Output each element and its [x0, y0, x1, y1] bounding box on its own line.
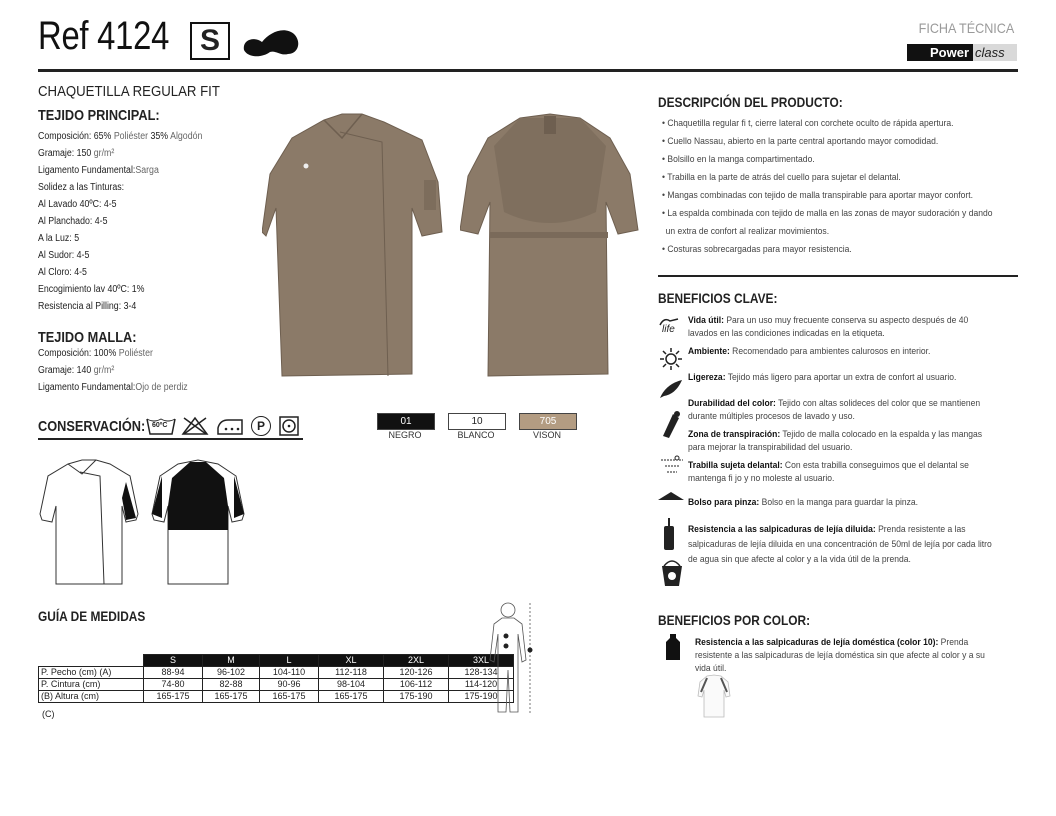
tejido-principal-title: TEJIDO PRINCIPAL: — [38, 107, 160, 124]
benefit-text: Prenda resistente a las salpicaduras de lejía diluida en una concentración de 50ml de lejía por cada litro de agua sin que afecte al color y a la vida útil de la prenda. — [688, 524, 992, 565]
benefit-text: Tejido con altas solideces del color que se mantienen durante múltiples procesos de lavado y uso. — [688, 398, 981, 422]
fabric-spec-line: A la Luz: 5 — [38, 233, 80, 244]
wash-60-icon — [146, 416, 176, 436]
table-row — [39, 691, 514, 703]
table-cell: 114-120 — [449, 679, 514, 691]
table-cell: 98-104 — [319, 679, 384, 691]
color-name: VISON — [532, 430, 561, 440]
color-swatch-vison — [519, 413, 577, 440]
iron-icon — [214, 416, 246, 436]
size-header: M — [203, 655, 260, 667]
table-cell: 165-175 — [319, 691, 384, 703]
life-label: life — [662, 324, 675, 335]
color-name: NEGRO — [388, 430, 422, 440]
fabric-spec-line: Al Sudor: 4-5 — [38, 250, 90, 261]
table-cell: 90-96 — [260, 679, 319, 691]
feather-icon — [658, 378, 684, 400]
color-drop-icon — [659, 410, 683, 438]
pocket-icon — [656, 490, 686, 502]
table-cell: 165-175 — [203, 691, 260, 703]
power-class-logo — [907, 44, 1017, 61]
fabric-spec-line: Ligamento Fundamental:Sarga — [38, 165, 159, 176]
fabric-spec-line: Ligamento Fundamental:Ojo de perdiz — [38, 382, 188, 393]
jacket-front-photo — [262, 112, 452, 384]
benefit-text: Bolso en la manga para guardar la pinza. — [759, 497, 919, 508]
size-header: XL — [319, 655, 384, 667]
no-bleach-icon — [180, 416, 210, 436]
beneficios-title: BENEFICIOS CLAVE: — [658, 290, 778, 306]
back-drawing — [150, 458, 246, 588]
benefit-lejia-diluida — [688, 522, 994, 567]
color-code: 10 — [448, 413, 506, 430]
ficha-tecnica-label: FICHA TÉCNICA — [918, 20, 1014, 36]
benefit-title: Vida útil: — [688, 315, 724, 326]
table-cell: 74-80 — [144, 679, 203, 691]
table-cell: 175-190 — [449, 691, 514, 703]
brand-class: class — [975, 45, 1005, 60]
benefit-text: Tejido de malla colocado en la espalda y las mangas para mejorar la transpirabilidad del usuario. — [688, 429, 983, 453]
description-item: • Mangas combinadas con tejido de malla transpirable para aportar mayor confort. — [662, 190, 973, 201]
benefit-text: Para un uso muy frecuente conserva su aspecto después de 40 lavados en las condiciones indicadas en la etiqueta. — [688, 315, 969, 339]
size-header: 2XL — [384, 655, 449, 667]
size-header: 3XL — [449, 655, 514, 667]
size-header-row — [39, 655, 514, 667]
conservacion-rule — [38, 438, 303, 440]
brand-power: Power — [907, 44, 973, 61]
description-item: • Trabilla en la parte de atrás del cuello para sujetar el delantal. — [662, 172, 901, 183]
white-jacket-thumbnail — [697, 674, 731, 718]
color-code: 705 — [519, 413, 577, 430]
jacket-back-photo — [460, 112, 642, 382]
table-row — [39, 667, 514, 679]
row-label: P. Cintura (cm) — [39, 679, 144, 691]
table-cell: 82-88 — [203, 679, 260, 691]
table-cell: 120-126 — [384, 667, 449, 679]
table-row — [39, 679, 514, 691]
description-item: un extra de confort al realizar movimientos. — [665, 226, 830, 237]
description-item: • Costuras sobrecargadas para mayor resistencia. — [662, 244, 852, 255]
apron-loop-icon — [659, 452, 685, 474]
benefit-ambiente — [688, 345, 994, 358]
fabric-spec-line: Solidez a las Tinturas: — [38, 182, 125, 193]
descripcion-list — [662, 115, 992, 259]
tejido-malla-title: TEJIDO MALLA: — [38, 329, 137, 346]
fabric-spec-line: Composición: 100% Poliéster — [38, 348, 153, 359]
descripcion-title: DESCRIPCIÓN DEL PRODUCTO: — [658, 94, 843, 110]
benefit-title: Ligereza: — [688, 372, 726, 383]
dry-clean-p-icon: P — [251, 416, 271, 436]
measurement-footnote: (C) — [42, 709, 55, 719]
life-icon — [658, 314, 684, 336]
benefit-lejia-domestica — [695, 636, 992, 675]
benefit-title: Durabilidad del color: — [688, 398, 776, 409]
size-badge: S — [190, 22, 230, 60]
benefit-title: Zona de transpiración: — [688, 429, 781, 440]
benefit-title: Bolso para pinza: — [688, 497, 760, 508]
table-cell: 175-190 — [384, 691, 449, 703]
fabric-spec-line: Al Lavado 40ºC: 4-5 — [38, 199, 117, 210]
benefit-title: Ambiente: — [688, 346, 730, 357]
benefit-title: Resistencia a las salpicaduras de lejía diluida: — [688, 524, 876, 535]
color-name: BLANCO — [457, 430, 495, 440]
detergent-bottle-icon — [664, 634, 682, 660]
row-label: P. Pecho (cm) (A) — [39, 667, 144, 679]
fabric-spec-line: Encogimiento lav 40ºC: 1% — [38, 284, 145, 295]
table-cell: 96-102 — [203, 667, 260, 679]
description-item: • La espalda combinada con tejido de malla en las zonas de mayor sudoración y dando — [662, 208, 993, 219]
reference-title: Ref 4124 — [38, 14, 170, 58]
fabric-spec-line: Composición: 65% Poliéster 35% Algodón — [38, 131, 203, 142]
fabric-spec-line: Al Planchado: 4-5 — [38, 216, 108, 227]
color-swatch-blanco — [448, 413, 506, 440]
tumble-dry-icon — [279, 416, 299, 436]
description-item: • Bolsillo en la manga compartimentado. — [662, 154, 815, 165]
benefit-transpiracion — [688, 428, 994, 454]
empty-header-cell — [39, 655, 144, 667]
benefit-durabilidad — [688, 397, 994, 423]
benefit-text: Prenda resistente a las salpicaduras de lejía doméstica sin que afecte al color y a su vida útil. — [695, 637, 985, 674]
header-rule — [38, 69, 1018, 72]
product-subtitle: CHAQUETILLA REGULAR FIT — [38, 83, 220, 100]
fabric-spec-line: Gramaje: 150 gr/m² — [38, 148, 115, 159]
wash-temp: 60ºC — [152, 422, 168, 429]
bucket-icon — [658, 558, 686, 588]
benefit-bolso — [688, 496, 994, 509]
benefit-title: Resistencia a las salpicaduras de lejía doméstica (color 10): — [695, 637, 939, 648]
table-cell: 88-94 — [144, 667, 203, 679]
fabric-spec-line: Resistencia al Pilling: 3-4 — [38, 301, 137, 312]
sun-icon — [659, 347, 683, 371]
benefit-title: Trabilla sujeta delantal: — [688, 460, 783, 471]
body-measure-figure — [488, 600, 536, 716]
benefit-ligereza — [688, 371, 994, 384]
row-label: (B) Altura (cm) — [39, 691, 144, 703]
conservacion-title: CONSERVACIÓN: — [38, 418, 146, 435]
benefit-vida-util — [688, 314, 994, 340]
description-item: • Cuello Nassau, abierto en la parte central aportando mayor comodidad. — [662, 136, 939, 147]
table-cell: 165-175 — [260, 691, 319, 703]
descripcion-rule — [658, 275, 1018, 277]
benefit-text: Con esta trabilla conseguimos que el delantal se mantenga fi jo y no moleste al usuario. — [688, 460, 969, 484]
beneficios-color-title: BENEFICIOS POR COLOR: — [658, 612, 811, 628]
guia-medidas-title: GUÍA DE MEDIDAS — [38, 608, 146, 624]
table-cell: 112-118 — [319, 667, 384, 679]
size-header: S — [144, 655, 203, 667]
front-drawing — [38, 458, 140, 588]
table-cell: 104-110 — [260, 667, 319, 679]
fit-silhouette-icon — [240, 24, 302, 60]
color-code: 01 — [377, 413, 435, 430]
color-swatch-negro — [377, 413, 435, 440]
fabric-spec-line: Gramaje: 140 gr/m² — [38, 365, 115, 376]
benefit-trabilla — [688, 459, 994, 485]
measurement-table — [38, 654, 514, 703]
size-header: L — [260, 655, 319, 667]
fabric-spec-line: Al Cloro: 4-5 — [38, 267, 87, 278]
table-cell: 128-134 — [449, 667, 514, 679]
description-item: • Chaquetilla regular fi t, cierre lateral con corchete oculto de rápida apertura. — [662, 118, 954, 129]
table-cell: 106-112 — [384, 679, 449, 691]
benefit-text: Recomendado para ambientes calurosos en interior. — [729, 346, 931, 357]
benefit-text: Tejido más ligero para aportar un extra de confort al usuario. — [725, 372, 957, 383]
table-cell: 165-175 — [144, 691, 203, 703]
bleach-bottle-icon — [662, 518, 676, 550]
